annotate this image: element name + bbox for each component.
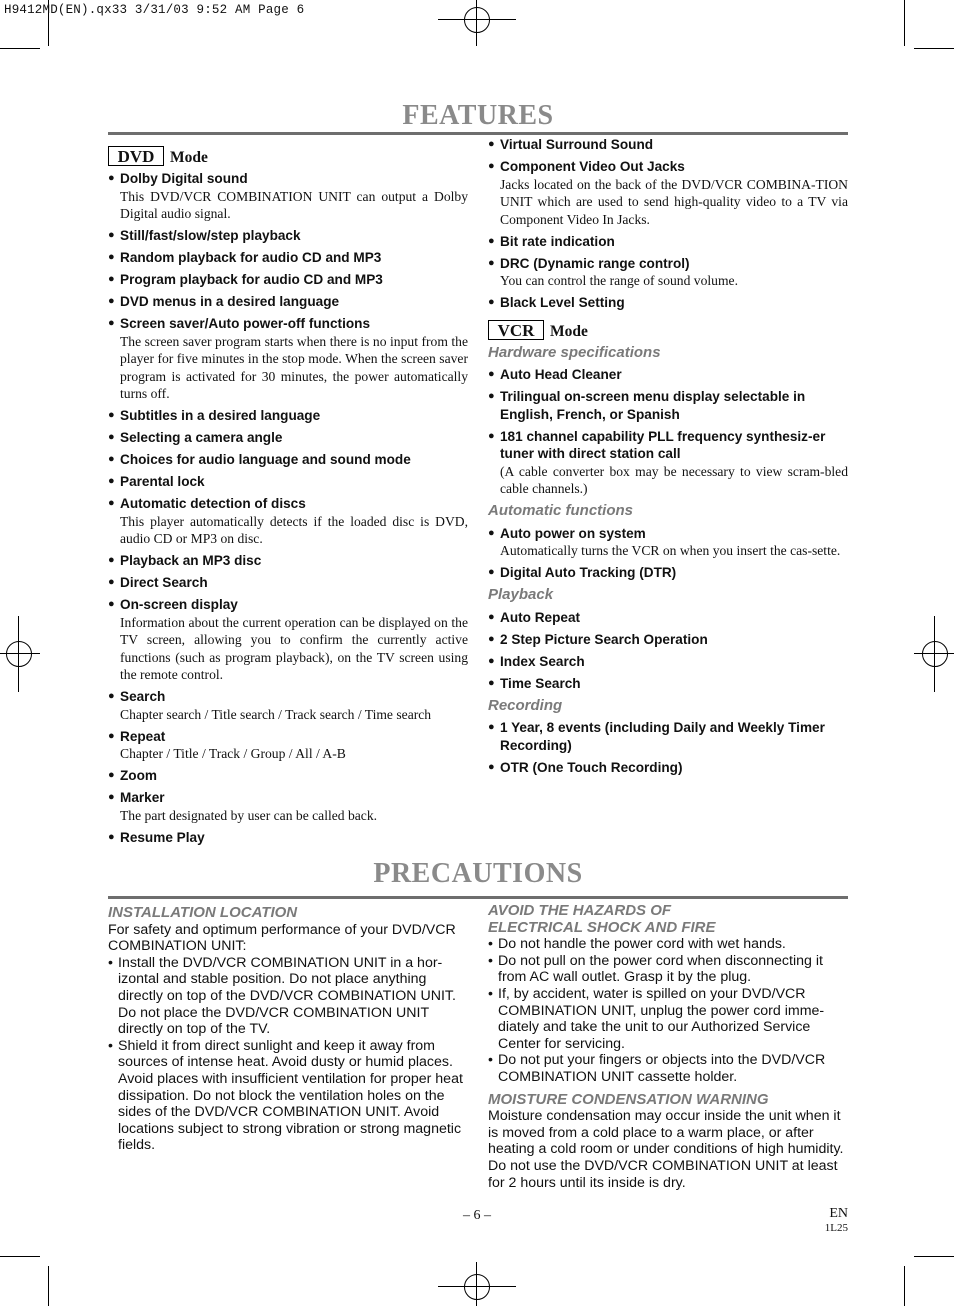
feature-title: Auto Head Cleaner <box>500 367 622 382</box>
installation-list <box>108 955 468 1154</box>
feature-title-row <box>108 473 468 491</box>
feature-title-row <box>108 249 468 267</box>
language-code: EN <box>829 1206 848 1221</box>
bullet-icon: • <box>488 952 493 969</box>
vcr-group-list <box>488 609 848 693</box>
feature-title: Program playback for audio CD and MP3 <box>120 272 383 287</box>
page-number: – 6 – <box>463 1208 491 1223</box>
right-features-column <box>488 136 848 781</box>
feature-title: Virtual Surround Sound <box>500 137 654 152</box>
bullet-icon: ● <box>108 554 115 566</box>
precaution-item <box>108 955 468 1038</box>
feature-item <box>108 429 468 447</box>
feature-description: This DVD/VCR COMBINATION UNIT can output a Dolby Digital audio signal. <box>120 188 468 221</box>
feature-title-row <box>108 429 468 447</box>
feature-title-row <box>108 688 468 706</box>
bullet-icon: • <box>108 954 113 971</box>
bullet-icon: ● <box>108 769 115 781</box>
print-slug: H9412MD(EN).qx33 3/31/03 9:52 AM Page 6 <box>4 3 305 17</box>
feature-title-row <box>108 170 468 188</box>
feature-title: Marker <box>120 790 165 805</box>
feature-title: 2 Step Picture Search Operation <box>500 631 708 647</box>
dvd-features-column <box>108 140 468 851</box>
feature-title: OTR (One Touch Recording) <box>500 759 683 775</box>
moisture-text: Moisture condensation may occur inside the unit when it is moved from a cold place to a warm place, or after heating a cold room or under conditions of high humidity. Do not use the DVD/VCR COMBINATION UNIT at least for 2 hours until its inside is dry. <box>488 1108 844 1191</box>
dvd-mode-badge: DVD <box>108 146 164 166</box>
feature-description: This player automatically detects if the loaded disc is DVD, audio CD or MP3 on disc. <box>120 513 468 546</box>
feature-title-row <box>108 227 468 245</box>
feature-title-row <box>488 158 848 176</box>
bullet-icon: ● <box>488 610 495 623</box>
feature-title-row <box>488 233 848 251</box>
dvd-mode-header <box>108 144 468 166</box>
feature-title: Direct Search <box>120 575 208 590</box>
bullet-icon: • <box>108 1037 113 1054</box>
feature-item <box>108 315 468 403</box>
feature-item <box>488 158 848 228</box>
feature-title-row <box>108 315 468 333</box>
feature-title-row <box>108 789 468 807</box>
feature-item <box>488 675 848 693</box>
feature-item <box>108 249 468 267</box>
installation-column <box>108 905 468 1154</box>
precautions-title: PRECAUTIONS <box>373 858 583 889</box>
bullet-icon: ● <box>108 690 115 702</box>
feature-item <box>108 473 468 491</box>
feature-title-row <box>488 675 848 693</box>
feature-title: Repeat <box>120 728 166 744</box>
feature-item <box>488 653 848 671</box>
feature-title: 181 channel capability PLL frequency synthesiz-er tuner with direct station call <box>500 428 826 461</box>
precaution-text: Do not pull on the power cord when disconnecting it from AC wall outlet. Grasp it by the plug. <box>498 952 823 986</box>
feature-title-row <box>108 728 468 746</box>
feature-title-row <box>488 609 848 627</box>
feature-title-row <box>488 136 848 154</box>
feature-title: Auto power on system <box>500 525 646 541</box>
feature-item <box>108 407 468 425</box>
bullet-icon: ● <box>108 273 115 285</box>
feature-item <box>488 564 848 582</box>
feature-title: Parental lock <box>120 474 205 489</box>
feature-title: DVD menus in a desired language <box>120 294 340 309</box>
precaution-item <box>488 936 848 953</box>
bullet-icon: ● <box>488 526 495 539</box>
precaution-text: Shield it from direct sunlight and keep it away from sources of intense heat. Avoid dusty or humid places. Avoid places with insufficient ventilation for proper heat dissipation. Do not block the ventilation holes on the sides of the DVD/VCR COMBINATION UNIT. Avoid locations subject to strong vibration or strong magnetic fields. <box>118 1037 463 1154</box>
precaution-text: If, by accident, water is spilled on your DVD/VCR COMBINATION UNIT, unplug the power cord imme-diately and take the unit to our Authorized Service Center for servicing. <box>498 985 825 1052</box>
precaution-item <box>108 1038 468 1154</box>
bullet-icon: ● <box>108 229 115 241</box>
bullet-icon: • <box>488 936 493 953</box>
precaution-item <box>488 953 848 986</box>
bullet-icon: ● <box>108 251 115 263</box>
feature-item <box>488 759 848 777</box>
feature-title: Screen saver/Auto power-off functions <box>120 316 371 331</box>
bullet-icon: ● <box>488 390 495 402</box>
precaution-text: Do not put your fingers or objects into the DVD/VCR COMBINATION UNIT cassette holder. <box>498 1052 826 1085</box>
vcr-group-heading: Hardware specifications <box>488 343 661 361</box>
bullet-icon: ● <box>488 429 495 442</box>
bullet-icon: ● <box>108 791 115 803</box>
installation-heading: INSTALLATION LOCATION <box>108 904 298 921</box>
bullet-icon: ● <box>488 566 495 578</box>
feature-title: Resume Play <box>120 829 205 845</box>
hazards-list <box>488 936 848 1085</box>
features-title: FEATURES <box>402 100 554 131</box>
feature-title-row <box>488 366 848 384</box>
vcr-mode-badge: VCR <box>488 320 544 340</box>
bullet-icon: ● <box>488 632 495 645</box>
feature-item <box>108 728 468 763</box>
feature-item <box>488 525 848 560</box>
feature-title-row <box>488 631 848 649</box>
bullet-icon: ● <box>108 172 115 184</box>
feature-item <box>488 428 848 498</box>
bullet-icon: ● <box>488 160 495 172</box>
feature-title: Auto Repeat <box>500 609 581 625</box>
feature-title-row <box>488 428 848 463</box>
feature-item <box>488 631 848 649</box>
bullet-icon: ● <box>108 317 115 329</box>
feature-item <box>488 255 848 290</box>
feature-item <box>488 719 848 754</box>
feature-title-row <box>108 829 468 847</box>
feature-description: You can control the range of sound volume. <box>500 273 738 288</box>
feature-title: Black Level Setting <box>500 295 625 310</box>
feature-item <box>488 609 848 627</box>
bullet-icon: ● <box>108 729 115 742</box>
feature-title: DRC (Dynamic range control) <box>500 255 690 271</box>
bullet-icon: ● <box>108 598 115 610</box>
feature-title: Time Search <box>500 675 581 691</box>
bullet-icon: ● <box>488 676 495 689</box>
bullet-icon: ● <box>488 368 495 380</box>
feature-title-row <box>488 294 848 312</box>
feature-title: Dolby Digital sound <box>120 171 248 186</box>
feature-title: Choices for audio language and sound mode <box>120 452 411 467</box>
vcr-group-list <box>488 525 848 582</box>
installation-intro: For safety and optimum performance of your DVD/VCR COMBINATION UNIT: <box>108 921 456 955</box>
feature-item <box>488 233 848 251</box>
moisture-heading: MOISTURE CONDENSATION WARNING <box>488 1090 769 1108</box>
feature-title-row <box>108 767 468 785</box>
vcr-group-list <box>488 366 848 498</box>
feature-title: Selecting a camera angle <box>120 430 283 445</box>
bullet-icon: ● <box>108 295 115 307</box>
bullet-icon: ● <box>108 431 115 443</box>
feature-title-row <box>488 564 848 582</box>
bullet-icon: • <box>488 1052 493 1069</box>
feature-description: The part designated by user can be called back. <box>120 807 378 823</box>
feature-item <box>108 170 468 223</box>
feature-title-row <box>108 271 468 289</box>
feature-title: Trilingual on-screen menu display selectable in English, French, or Spanish <box>500 389 806 422</box>
feature-title-row <box>488 388 848 423</box>
feature-title-row <box>488 759 848 777</box>
feature-item <box>108 767 468 785</box>
hazards-column <box>488 903 848 1191</box>
feature-title: Component Video Out Jacks <box>500 159 685 174</box>
feature-item <box>108 227 468 245</box>
bullet-icon: ● <box>488 721 495 733</box>
document-code: 1L25 <box>824 1222 848 1234</box>
feature-item <box>108 789 468 824</box>
feature-item <box>108 552 468 570</box>
precautions-rule <box>108 896 848 899</box>
bullet-icon: ● <box>488 760 495 773</box>
bullet-icon: ● <box>108 830 115 843</box>
feature-title: Playback an MP3 disc <box>120 553 262 568</box>
precaution-item <box>488 986 848 1052</box>
feature-title: Automatic detection of discs <box>120 496 306 511</box>
feature-title: Random playback for audio CD and MP3 <box>120 250 382 265</box>
bullet-icon: • <box>488 985 493 1002</box>
bullet-icon: ● <box>488 256 495 269</box>
feature-title: Zoom <box>120 768 157 783</box>
feature-description: Chapter search / Title search / Track search / Time search <box>120 706 432 722</box>
feature-title: 1 Year, 8 events (including Daily and Weekly Timer Recording) <box>500 720 825 753</box>
feature-item <box>108 271 468 289</box>
feature-description: Chapter / Title / Track / Group / All / A-B <box>120 746 346 761</box>
feature-title-row <box>108 495 468 513</box>
hazards-heading-line1: AVOID THE HAZARDS OF <box>488 902 672 919</box>
feature-description: (A cable converter box may be necessary to view scram-bled cable channels.) <box>500 463 848 496</box>
feature-description: Jacks located on the back of the DVD/VCR COMBINA-TION UNIT which are used to send high-quality video to a TV via Component Video In Jacks. <box>500 176 848 227</box>
feature-description: The screen saver program starts when there is no input from the player for five minutes in the stop mode. When the screen saver program is activated for 30 minutes, the power automatically turns off. <box>120 333 468 401</box>
bullet-icon: ● <box>488 654 495 667</box>
feature-item <box>108 688 468 723</box>
feature-title-row <box>488 719 848 754</box>
feature-item <box>488 388 848 423</box>
feature-item <box>108 829 468 847</box>
bullet-icon: ● <box>108 497 115 509</box>
vcr-feature-groups <box>488 344 848 777</box>
feature-item <box>488 294 848 312</box>
vcr-group-list <box>488 719 848 776</box>
feature-title: Search <box>120 689 166 704</box>
vcr-mode-word: Mode <box>550 322 588 340</box>
feature-title: Subtitles in a desired language <box>120 408 321 423</box>
feature-description: Automatically turns the VCR on when you insert the cas-sette. <box>500 543 841 558</box>
dvd-mode-word: Mode <box>170 149 208 166</box>
vcr-group-heading: Recording <box>488 696 563 714</box>
feature-title-row <box>108 596 468 614</box>
dvd-feature-list-continued <box>488 136 848 312</box>
feature-title-row <box>108 293 468 311</box>
bullet-icon: ● <box>488 138 495 150</box>
dvd-feature-list <box>108 170 468 846</box>
feature-description: Information about the current operation can be displayed on the TV screen, allowing you to confirm the currently active functions (such as program playback), on the TV screen using the remote control. <box>120 614 468 682</box>
vcr-group-heading: Playback <box>488 586 554 603</box>
feature-title: Still/fast/slow/step playback <box>120 228 301 243</box>
bullet-icon: ● <box>108 409 115 421</box>
feature-title: Bit rate indication <box>500 233 615 249</box>
feature-item <box>108 596 468 684</box>
feature-item <box>488 136 848 154</box>
bullet-icon: ● <box>108 576 115 588</box>
feature-title: Digital Auto Tracking (DTR) <box>500 565 677 580</box>
bullet-icon: ● <box>108 475 115 487</box>
feature-title-row <box>488 525 848 543</box>
feature-item <box>108 293 468 311</box>
vcr-mode-header <box>488 318 848 340</box>
feature-title-row <box>108 574 468 592</box>
feature-item <box>488 366 848 384</box>
precaution-text: Install the DVD/VCR COMBINATION UNIT in a hor-izontal and stable position. Do not place anything directly on top of the DVD/VCR COMBINATION UNIT. Do not place the DVD/VCR COMBINATION UNIT directly on top of the TV. <box>118 954 456 1038</box>
bullet-icon: ● <box>488 234 495 247</box>
feature-item <box>108 495 468 548</box>
feature-title-row <box>488 255 848 273</box>
feature-item <box>108 574 468 592</box>
precaution-text: Do not handle the power cord with wet hands. <box>498 936 786 953</box>
feature-title-row <box>488 653 848 671</box>
feature-title-row <box>108 451 468 469</box>
feature-item <box>108 451 468 469</box>
vcr-group-heading: Automatic functions <box>488 502 633 519</box>
precaution-item <box>488 1052 848 1085</box>
feature-title-row <box>108 407 468 425</box>
feature-title-row <box>108 552 468 570</box>
features-rule <box>108 132 848 135</box>
bullet-icon: ● <box>108 453 115 465</box>
bullet-icon: ● <box>488 296 495 308</box>
hazards-heading-line2: ELECTRICAL SHOCK AND FIRE <box>488 918 716 936</box>
feature-title: Index Search <box>500 653 585 669</box>
feature-title: On-screen display <box>120 597 238 612</box>
